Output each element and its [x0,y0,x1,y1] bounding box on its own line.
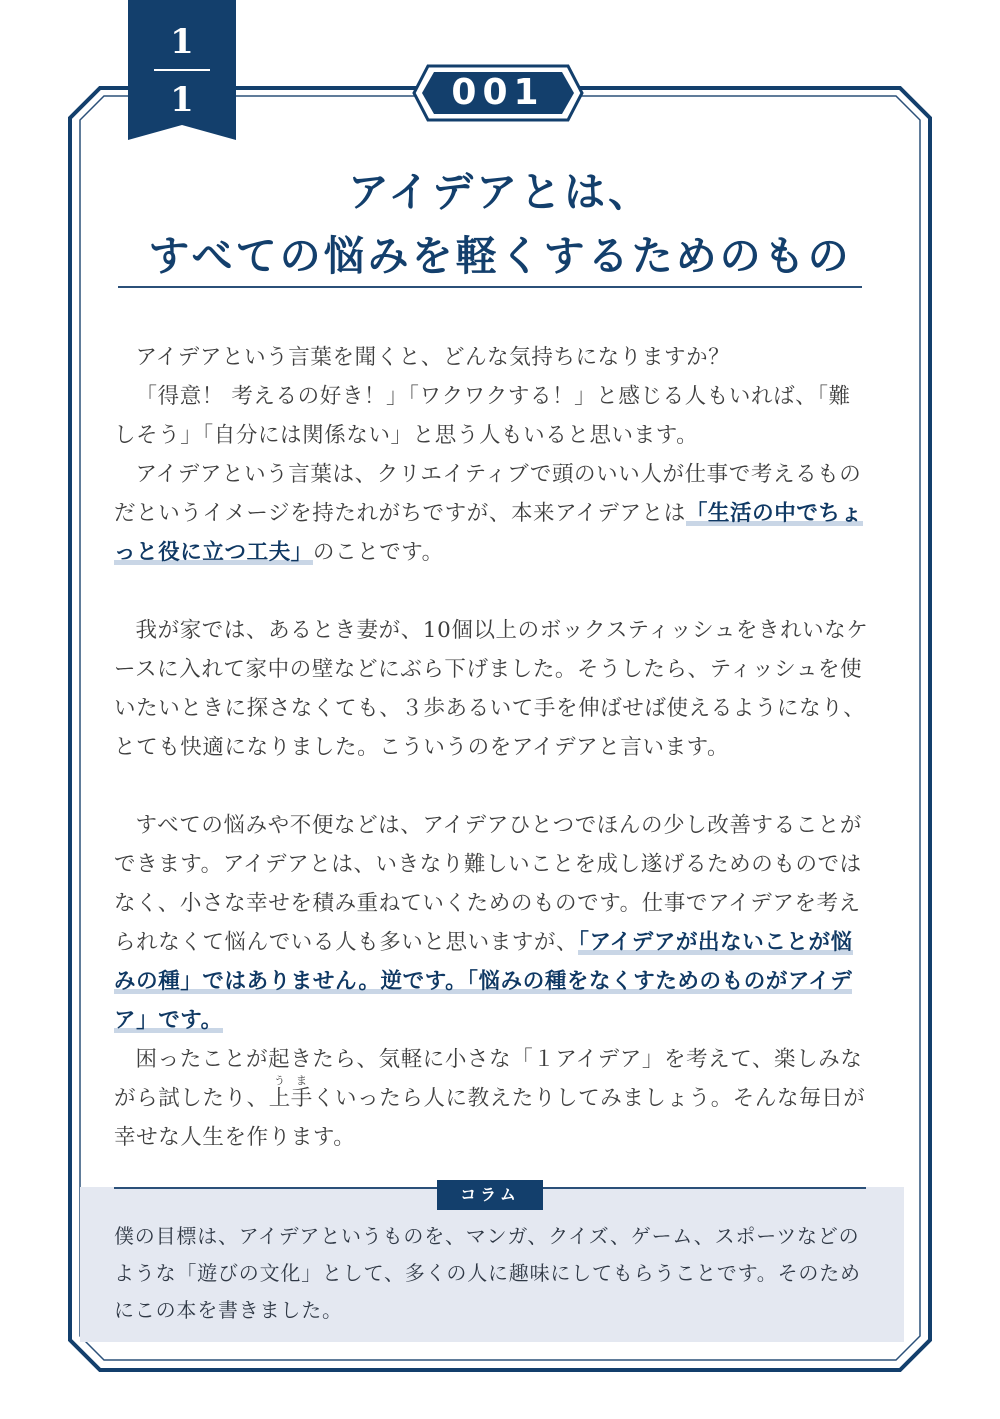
p3-text: アイデアという言葉は、クリエイティブで頭のいい人が仕事で考えるものだというイメージを持たれがちですが、本来アイデアとは [114,462,862,526]
p3-tail: のことです。 [312,540,444,565]
section-number: 001 [451,72,545,113]
chapter-total: 1 [170,80,194,120]
column-text: 僕の目標は、アイデアというものを、マンガ、クイズ、ゲーム、スポーツなどのような「遊びの文化」として、多くの人に趣味にしてもらうことです。そのためにこの本を書きました。 [114,1224,861,1322]
ruby-word [268,1074,313,1111]
body-text [114,338,872,1157]
chapter-ribbon [128,0,236,140]
title-line-2: すべての悩みを軽くするためのもの [148,232,852,280]
title-rule [118,286,862,288]
p5-text: すべての悩みや不便などは、アイデアひとつでほんの少し改善することができます。アイデアとは、いきなり難しいことを成し遂げるためのものではなく、小さな幸せを積み重ねていくためのものです。仕事でアイデアを考えられなくて悩んでいる人も多いと思いますが、 [114,813,863,955]
paragraph-gap [114,767,872,806]
paragraph-4: 我が家では、あるとき妻が、10個以上のボックスティッシュをきれいなケースに入れて家中の壁などにぶら下げました。そうしたら、ティッシュを使いたいときに探さなくても、３歩あるいて手を伸ばせば使えるようになり、とても快適になりました。こういうのをアイデアと言います。 [114,618,869,760]
highlight-phrase: 「生活の中でちょっと役に立つ工夫」 [114,501,863,565]
page-title [100,160,900,288]
paragraph-5 [114,806,872,1040]
title-line-1: アイデアとは、 [347,168,653,216]
chapter-divider [154,69,210,71]
paragraph-3 [114,455,872,572]
chapter-number: 1 [170,22,194,62]
paragraph-1: アイデアという言葉を聞くと、どんな気持ちになりますか？ [135,345,731,370]
highlight-phrase: 「アイデアが出ないことが悩みの種」ではありません。逆です。「悩みの種をなくすためのものがアイデア」です。 [114,930,853,1033]
ruby-reading: うま [268,1074,313,1087]
paragraph-6 [114,1040,872,1157]
column-label: コラム [437,1180,543,1210]
paragraph-2: 「得意！ 考えるの好き！」「ワクワクする！」と感じる人もいれば、「難しそう」「自分には関係ない」と思う人もいると思います。 [114,384,851,448]
ruby-base: 上手 [268,1086,313,1111]
p6-tail: くいったら人に教えたりしてみましょう。そんな毎日が幸せな人生を作ります。 [114,1086,866,1150]
paragraph-gap [114,572,872,611]
p6-text: 困ったことが起きたら、気軽に小さな「１アイデア」を考えて、楽しみながら試したり、 [114,1047,863,1111]
